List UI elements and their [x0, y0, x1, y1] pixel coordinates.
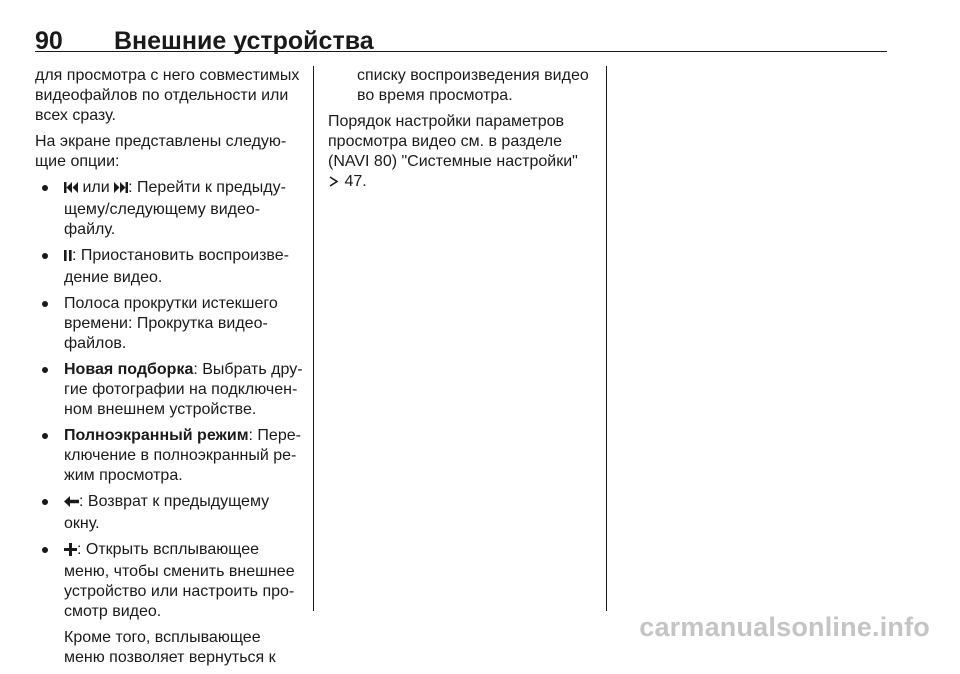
- page-number: 90: [35, 27, 63, 55]
- plus-icon: [64, 542, 77, 562]
- options-intro: На экране представлены следую-щие опции:: [35, 133, 287, 170]
- skip-prev-icon: [64, 180, 78, 200]
- pause-icon: [64, 248, 72, 268]
- intro-paragraph: для просмотра с него совместимых видеофайлов по отдельности или всех сразу.: [35, 67, 300, 124]
- list-item: Полоса прокрутки истекшего времени: Прокрутка видео-файлов.: [35, 294, 305, 354]
- page-reference-icon: [328, 174, 340, 194]
- options-list: [35, 178, 305, 622]
- continuation-text: списку воспроизведения видео во время просмотра.: [357, 67, 589, 104]
- skip-next-icon: [114, 180, 128, 200]
- page-title: Внешние устройства: [114, 27, 374, 55]
- column-divider-1: [313, 66, 314, 611]
- header-rule: [35, 51, 887, 52]
- list-item: : Приостановить воспроизве-дение видео.: [35, 246, 305, 288]
- watermark: carmanualsonline.info: [639, 612, 930, 642]
- list-item: : Возврат к предыдущему окну.: [35, 492, 305, 534]
- list-item: Полноэкранный режим: Пере-ключение в полноэкранный ре-жим просмотра.: [35, 426, 305, 486]
- list-item: или : Перейти к предыду-щему/следующему видео-файлу.: [35, 178, 305, 240]
- term-label: Новая подборка: [64, 361, 194, 378]
- back-arrow-icon: [64, 494, 79, 514]
- column-divider-2: [606, 66, 607, 611]
- reference-paragraph: Порядок настройки параметров просмотра видео см. в разделе (NAVI 80) "Системные настройки" 47.: [328, 112, 598, 194]
- reference-page: 47.: [344, 173, 367, 190]
- term-label: Полноэкранный режим: [64, 427, 249, 444]
- text-column-2: [328, 66, 598, 200]
- list-item: : Открыть всплывающее меню, чтобы сменить внешнее устройство или настроить про-смотр видео.: [35, 540, 305, 622]
- text-column-1: [35, 66, 305, 674]
- list-item: Новая подборка: Выбрать дру-гие фотографии на подключен-ном внешнем устройстве.: [35, 360, 305, 420]
- continuation-text: Кроме того, всплывающее меню позволяет вернуться к: [64, 629, 276, 666]
